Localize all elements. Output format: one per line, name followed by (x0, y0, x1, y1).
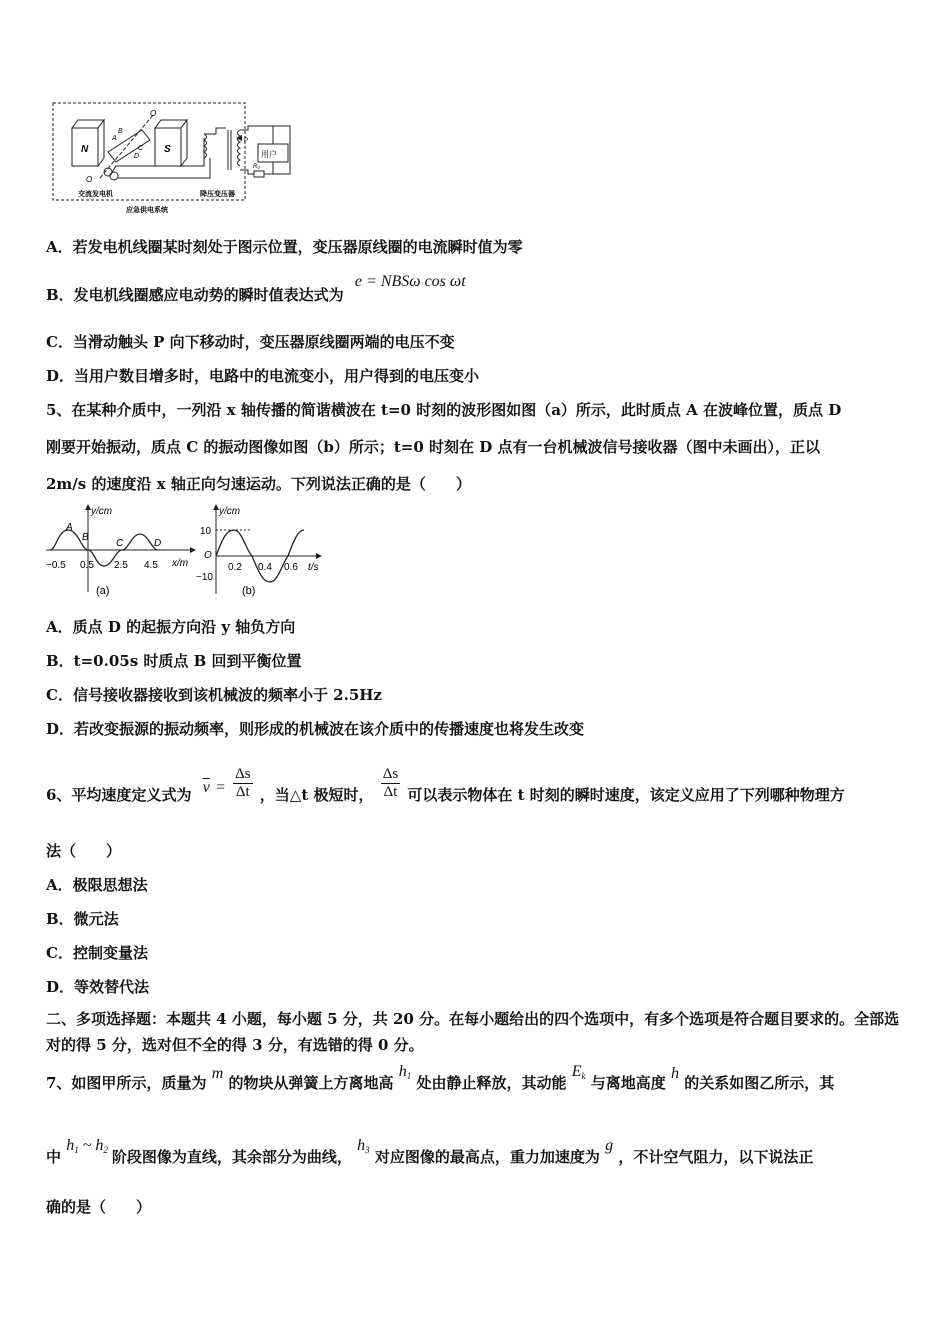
q4-option-b-formula: e = NBSω cos ωt (354, 273, 466, 290)
svg-text:(b): (b) (242, 585, 256, 597)
svg-text:t/s: t/s (308, 562, 319, 573)
q5-stem-line2: 刚要开始振动，质点 C 的振动图像如图（b）所示；t=0 时刻在 D 点有一台机械波信号接收器（图中未画出），正以 (46, 438, 820, 456)
system-caption: 应急供电系统 (126, 207, 168, 214)
q5-stem-line3: 2m/s 的速度沿 x 轴正向匀速运动。下列说法正确的是（ ） (46, 475, 471, 493)
user-label: 用户 (261, 150, 277, 159)
svg-text:B: B (82, 532, 89, 543)
q6-stem: 6、平均速度定义式为 $\overline{v}$ = $\frac{\Delta s}{\Delta t}$ ，当△t 极短时， $\frac{\Delta s}{\Delta t}$ 可以表示物体在 t 时刻的瞬时速度，该定义应用了下列哪种物理方 (46, 766, 845, 804)
svg-text:D: D (154, 538, 162, 549)
vibration-graph-b (196, 500, 326, 602)
svg-text:P: P (244, 138, 249, 144)
svg-text:C: C (138, 145, 144, 152)
q4-option-c: C．当滑动触头 P 向下移动时，变压器原线圈两端的电压不变 (46, 333, 455, 351)
svg-text:A: A (66, 522, 73, 533)
wave-graph-a (42, 500, 202, 602)
svg-text:−0.5: −0.5 (46, 560, 66, 571)
q6-option-d: D．等效替代法 (46, 978, 150, 996)
magnet-s-label: S (164, 144, 171, 155)
avg-velocity-symbol: $\overline{v}$ (202, 778, 210, 796)
q4-option-d: D．当用户数目增多时，电路中的电流变小，用户得到的电压变小 (46, 367, 480, 385)
svg-text:10: 10 (200, 526, 212, 537)
svg-text:A: A (112, 135, 117, 142)
svg-text:0.4: 0.4 (258, 562, 272, 573)
q6-stem-end: 法（ ） (46, 842, 122, 860)
svg-text:0.5: 0.5 (80, 560, 94, 571)
svg-text:0.2: 0.2 (228, 562, 242, 573)
q5-stem-line1: 5、在某种介质中，一列沿 x 轴传播的简谐横波在 t=0 时刻的波形图如图（a）所示，此时质点 A 在波峰位置，质点 D (46, 401, 842, 419)
transformer-caption: 降压变压器 (200, 191, 235, 198)
q6-option-b: B．微元法 (46, 910, 119, 928)
svg-text:O: O (150, 109, 157, 118)
q7-stem-line3: 确的是（ ） (46, 1198, 152, 1216)
magnet-n (72, 120, 104, 166)
svg-text:y/cm: y/cm (91, 506, 113, 517)
q4-option-a: A．若发电机线圈某时刻处于图示位置，变压器原线圈的电流瞬时值为零 (46, 238, 523, 256)
svg-text:−10: −10 (196, 572, 213, 583)
magnet-s (155, 120, 187, 166)
transformer (204, 130, 248, 170)
q6-option-c: C．控制变量法 (46, 944, 148, 962)
svg-text:(a): (a) (96, 585, 110, 597)
q5-option-c: C．信号接收器接收到该机械波的频率小于 2.5Hz (46, 686, 382, 704)
q5-option-a: A．质点 D 的起振方向沿 y 轴负方向 (46, 618, 296, 636)
svg-text:O: O (204, 550, 212, 561)
q5-option-b: B．t=0.05s 时质点 B 回到平衡位置 (46, 652, 302, 670)
svg-text:C: C (116, 538, 124, 549)
q4-option-b: B．发电机线圈感应电动势的瞬时值表达式为 e = NBSω cos ωt (46, 273, 466, 304)
q5-option-d: D．若改变振源的振动频率，则形成的机械波在该介质中的传播速度也将发生改变 (46, 720, 585, 738)
avg-velocity-fraction: $\frac{\Delta s}{\Delta t}$ (235, 766, 251, 800)
svg-text:2.5: 2.5 (114, 560, 128, 571)
velocity-fraction: $\frac{\Delta s}{\Delta t}$ (382, 766, 399, 800)
svg-text:O: O (86, 175, 93, 184)
svg-text:D: D (134, 153, 140, 160)
q7-stem-line1: 7、如图甲所示，质量为 m 的物块从弹簧上方离地高 $h_1$ 处由静止释放，其动能 $E_k$ 与离地高度 h 的关系如图乙所示，其 (46, 1063, 835, 1092)
svg-text:R₀: R₀ (253, 164, 260, 170)
magnet-n-label: N (81, 144, 89, 155)
svg-text:y/cm: y/cm (219, 506, 241, 517)
svg-text:B: B (118, 128, 123, 135)
svg-text:0.6: 0.6 (284, 562, 298, 573)
q6-option-a: A．极限思想法 (46, 876, 148, 894)
generator-transformer-figure (50, 100, 310, 220)
svg-text:4.5: 4.5 (144, 560, 158, 571)
svg-text:x/m: x/m (172, 558, 189, 569)
section-2-heading: 二、多项选择题：本题共 4 小题，每小题 5 分，共 20 分。在每小题给出的四个选项中，有多个选项是符合题目要求的。全部选对的得 5 分，选对但不全的得 3 分，有选错的得 0 分。 (46, 1010, 900, 1054)
q7-stem-line2: 中 $h_1$ ~ $h_2$ 阶段图像为直线，其余部分为曲线， $h_3$ 对应图像的最高点，重力加速度为 g ，不计空气阻力，以下说法正 (46, 1137, 814, 1166)
generator-caption: 交流发电机 (78, 191, 113, 198)
